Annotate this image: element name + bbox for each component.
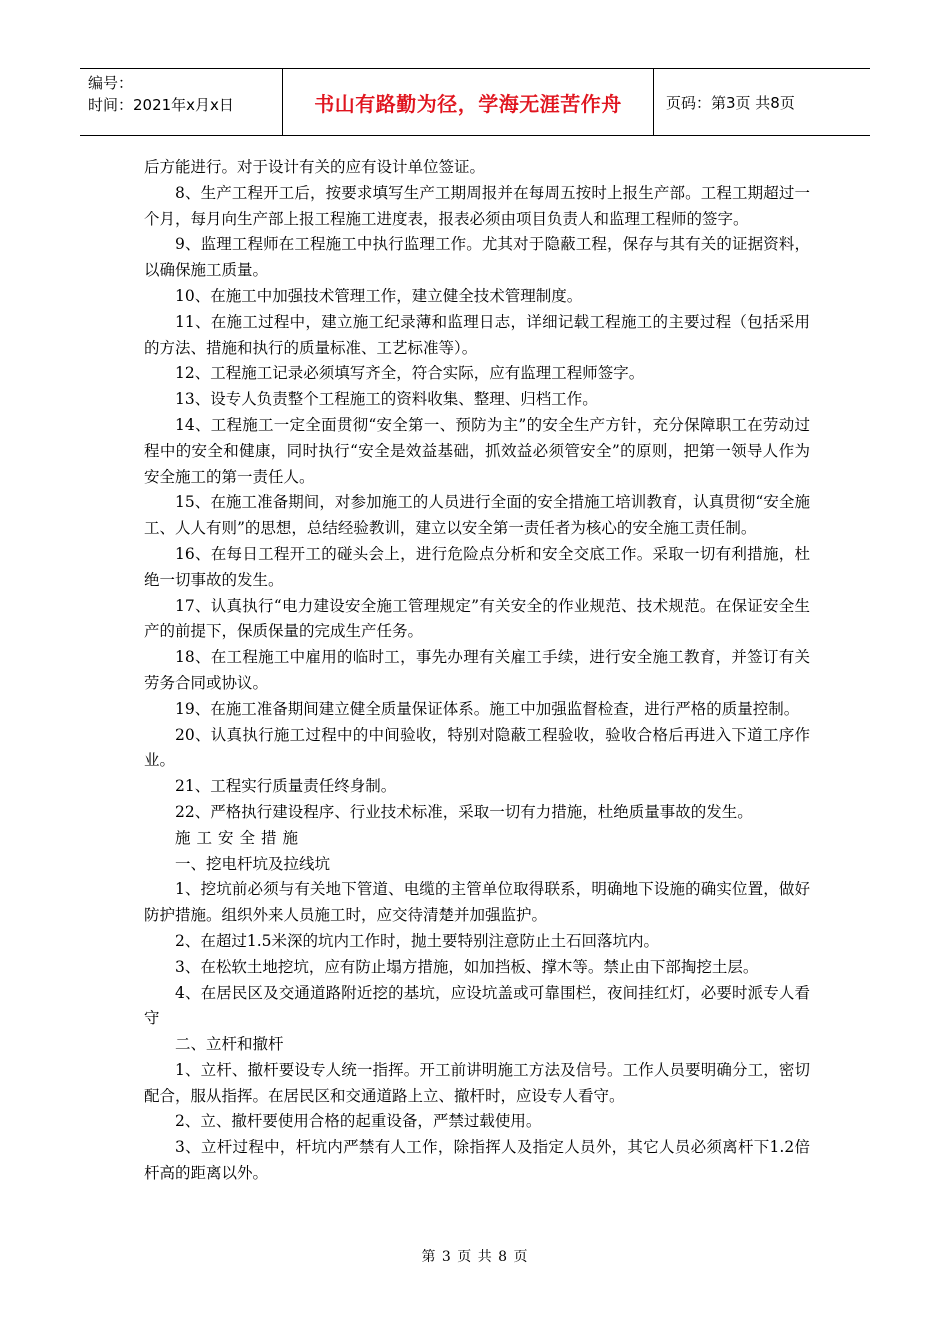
paragraph-poles-1: 1、立杆、撤杆要设专人统一指挥。开工前讲明施工方法及信号。工作人员要明确分工，密切配合，服从指挥。在居民区和交通道路上立、撤杆时，应设专人看守。 bbox=[144, 1060, 810, 1105]
paragraph-continuation: 后方能进行。对于设计有关的应有设计单位签证。 bbox=[144, 158, 486, 176]
header-motto: 书山有路勤为径，学海无涯苦作舟 bbox=[283, 69, 654, 135]
paragraph-item-17: 17、认真执行“电力建设安全施工管理规定”有关安全的作业规范、技术规范。在保证安全生产的前提下，保质保量的完成生产任务。 bbox=[144, 596, 810, 641]
paragraph-poles-2: 2、立、撤杆要使用合格的起重设备，严禁过载使用。 bbox=[175, 1112, 542, 1131]
document-number-label: 编号： bbox=[88, 74, 134, 92]
paragraph-item-8: 8、生产工程开工后，按要求填写生产工期周报并在每周五按时上报生产部。工程工期超过一个月，每月向生产部上报工程施工进度表，报表必须由项目负责人和监理工程师的签字。 bbox=[144, 183, 810, 228]
paragraph-item-12: 12、工程施工记录必须填写齐全，符合实际，应有监理工程师签字。 bbox=[175, 364, 645, 383]
paragraph-item-22: 22、严格执行建设程序、行业技术标准，采取一切有力措施，杜绝质量事故的发生。 bbox=[175, 802, 753, 821]
paragraph-pits-3: 3、在松软土地挖坑，应有防止塌方措施，如加挡板、撑木等。禁止由下部掏挖土层。 bbox=[175, 957, 759, 976]
paragraph-item-18: 18、在工程施工中雇用的临时工，事先办理有关雇工手续，进行安全施工教育，并签订有关劳务合同或协议。 bbox=[144, 648, 810, 692]
paragraph-item-15: 15、在施工准备期间，对参加施工的人员进行全面的安全措施工培训教育，认真贯彻“安全施工、人人有则”的思想，总结经验教训，建立以安全第一责任者为核心的安全施工责任制。 bbox=[144, 493, 810, 538]
paragraph-item-11: 11、在施工过程中，建立施工纪录薄和监理日志，详细记载工程施工的主要过程（包括采用的方法、措施和执行的质量标准、工艺标准等）。 bbox=[144, 312, 810, 357]
paragraph-item-19: 19、在施工准备期间建立健全质量保证体系。施工中加强监督检查，进行严格的质量控制。 bbox=[175, 699, 800, 718]
page-footer: 第 3 页 共 8 页 bbox=[421, 1249, 529, 1265]
paragraph-item-14: 14、工程施工一定全面贯彻“安全第一、预防为主”的安全生产方针，充分保障职工在劳动过程中的安全和健康，同时执行“安全是效益基础，抓效益必须管安全”的原则，把第一领导人作为安全施工的第一责任人。 bbox=[144, 415, 810, 486]
subsection-heading-pole-pits: 一、挖电杆坑及拉线坑 bbox=[175, 854, 331, 873]
document-date-label: 时间：2021年x月x日 bbox=[88, 96, 234, 114]
paragraph-pits-2: 2、在超过1.5米深的坑内工作时，抛土要特别注意防止土石回落坑内。 bbox=[175, 931, 660, 950]
subsection-heading-pole-erection: 二、立杆和撤杆 bbox=[175, 1035, 284, 1054]
paragraph-item-16: 16、在每日工程开工的碰头会上，进行危险点分析和安全交底工作。采取一切有利措施，杜绝一切事故的发生。 bbox=[144, 544, 810, 589]
header-meta-cell bbox=[80, 69, 283, 135]
paragraph-item-10: 10、在施工中加强技术管理工作，建立健全技术管理制度。 bbox=[175, 286, 583, 305]
paragraph-poles-3: 3、立杆过程中，杆坑内严禁有人工作，除指挥人及指定人员外，其它人员必须离杆下1.2倍杆高的距离以外。 bbox=[144, 1138, 810, 1183]
paragraph-pits-1: 1、挖坑前必须与有关地下管道、电缆的主管单位取得联系，明确地下设施的确实位置，做好防护措施。组织外来人员施工时，应交待清楚并加强监护。 bbox=[144, 880, 810, 925]
document-header bbox=[80, 68, 870, 136]
document-body bbox=[144, 155, 810, 1187]
section-heading-safety-measures: 施工安全措施 bbox=[175, 828, 305, 847]
paragraph-pits-4: 4、在居民区及交通道路附近挖的基坑，应设坑盖或可靠围栏，夜间挂红灯，必要时派专人看守 bbox=[144, 983, 810, 1028]
header-page-label: 页码：第3页 共8页 bbox=[666, 93, 795, 112]
paragraph-item-21: 21、工程实行质量责任终身制。 bbox=[175, 777, 397, 796]
paragraph-item-20: 20、认真执行施工过程中的中间验收，特别对隐蔽工程验收，验收合格后再进入下道工序作业。 bbox=[144, 725, 810, 770]
paragraph-item-9: 9、监理工程师在工程施工中执行监理工作。尤其对于隐蔽工程，保存与其有关的证据资料，以确保施工质量。 bbox=[144, 235, 810, 280]
paragraph-item-13: 13、设专人负责整个工程施工的资料收集、整理、归档工作。 bbox=[175, 390, 598, 409]
